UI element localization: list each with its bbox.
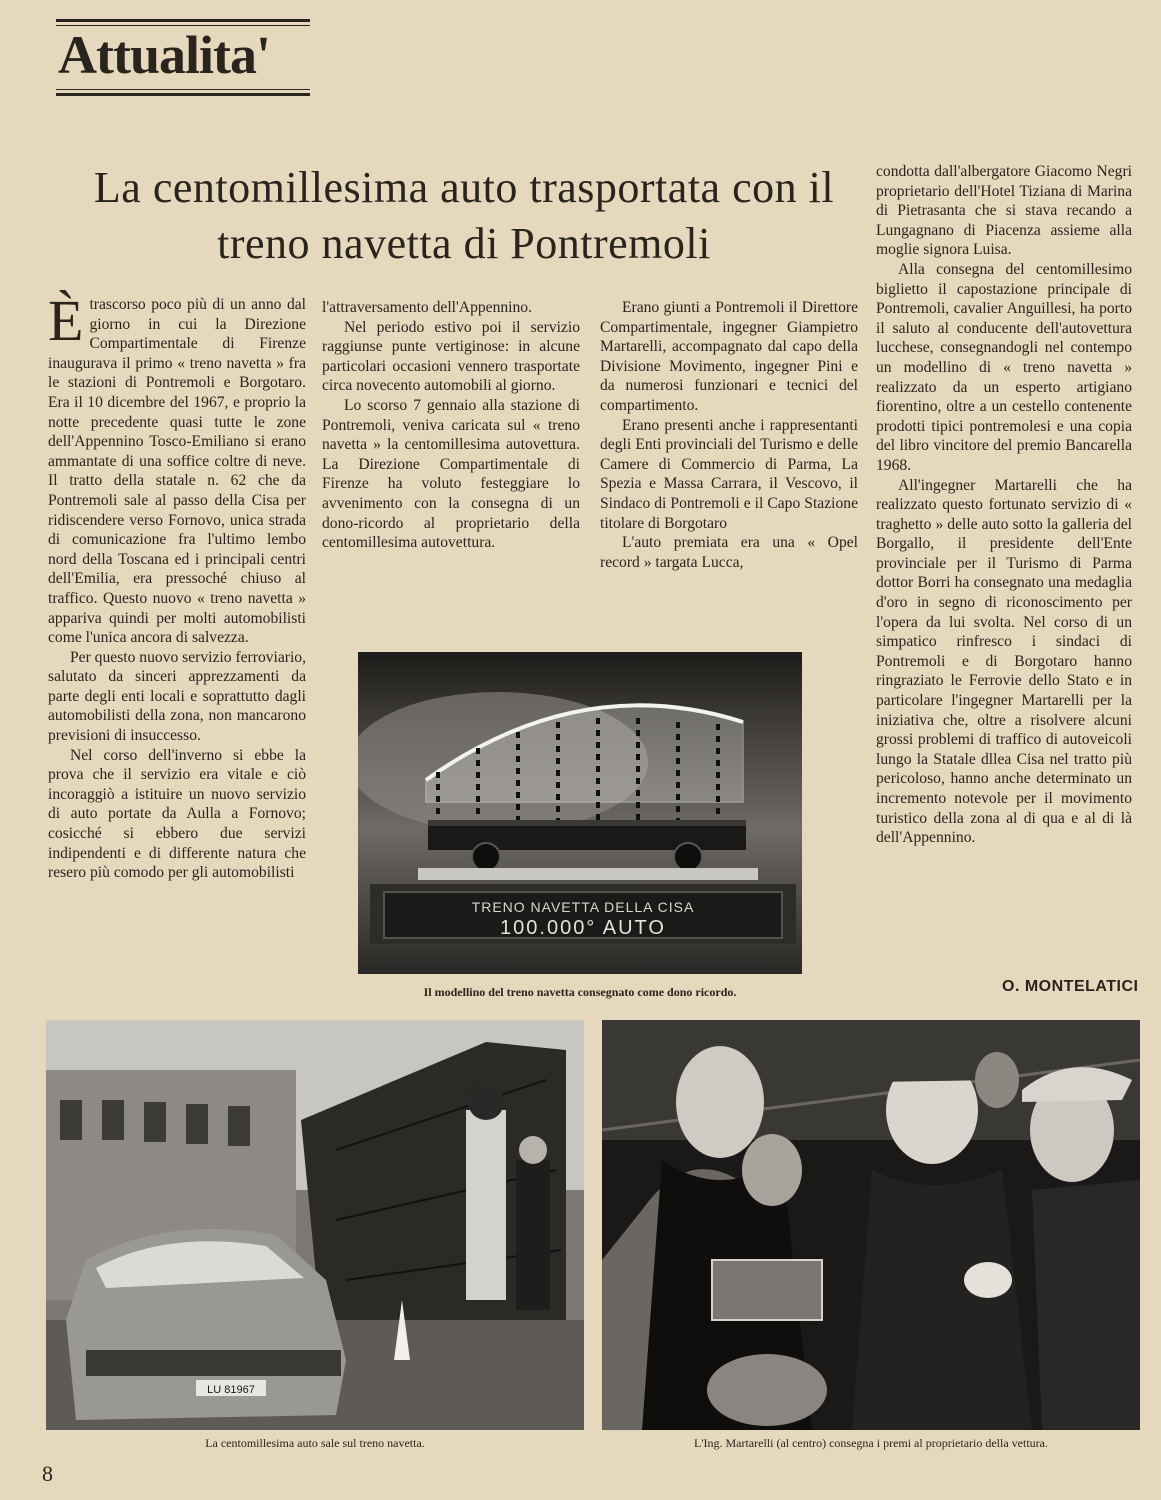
article-column-2 — [322, 298, 580, 553]
paragraph: All'ingegner Martarelli che ha realizzato questo fortunato servizio di « traghetto » delle auto sotto la galleria del Borgallo, il presidente dell'Ente provinciale per il Turismo di Parma dottor Borri ha consegnato una medaglia d'oro in segno di riconoscimento per l'opera da lui svolta. Nel corso di un simpatico rinfresco i sindaci di Pontremoli e di Borgotaro hanno ringraziato le Ferrovie dello Stato e in particolare l'ingegner Martarelli per la iniziativa che, oltre a risolvere alcuni grossi problemi di traffico di autoveicoli lungo la Statale dllea Cisa nel tratto più pericoloso, hanno anche determinato un incremento notevole per il movimento turistico della zona al di qua e al di là dell'Appennino. — [876, 476, 1132, 847]
caption-model-train: Il modellino del treno navetta consegnato come dono ricordo. — [423, 985, 737, 999]
paragraph: trascorso poco più di un anno dal giorno in cui la Direzione Compartimentale di Firenze inaugurava il primo « treno navetta » fra le stazioni di Pontremoli e Borgotaro. Era il 10 dicembre del 1967, e proprio la notte precedente quasi tutte le zone dell'Appennino Tosco-Emiliano si erano ammantate di una soffice coltre di neve. Il tratto della statale n. 62 che da Pontremoli sale al passo della Cisa per ridiscendere verso Fornovo, unica strada di comunicazione fra l'ultimo lembo nord della Toscana ed i principali centri dell'Emilia, era pressoché chiuso al traffico. Questo nuovo « treno navetta » appariva quindi per molti automobilisti come l'unica ancora di salvezza. — [48, 296, 306, 647]
article-headline: La centomillesima auto trasportata con il treno navetta di Pontremoli — [93, 163, 835, 268]
paragraph: Erano presenti anche i rappresentanti degli Enti provinciali del Turismo e delle Camere di Commercio di Parma, La Spezia e Massa Carrara, il Vescovo, il Sindaco di Pontremoli e il Capo Stazione titolare di Borgotaro — [600, 416, 858, 532]
model-sign-line-1: TRENO NAVETTA DELLA CISA — [471, 899, 695, 915]
model-train-image — [358, 652, 802, 974]
paragraph: l'attraversamento dell'Appennino. — [322, 299, 533, 316]
article-column-4 — [876, 162, 1132, 848]
ceremony-image — [602, 1020, 1140, 1430]
photo-ceremony — [602, 1020, 1140, 1430]
paragraph: Erano giunti a Pontremoli il Direttore Compartimentale, ingegner Giampietro Martarelli, accompagnato dal capo della Divisione Movimento, ingegner Pini e da numerosi funzionari e tecnici del compartimento. — [600, 299, 858, 414]
photo-model-train — [358, 652, 802, 974]
paragraph: Lo scorso 7 gennaio alla stazione di Pontremoli, veniva caricata sul « treno navetta » la centomillesima autovettura. La Direzione Compartimentale di Firenze ha voluto festeggiare lo avvenimento con la consegna di un dono-ricordo al proprietario della centomillesima autovettura. — [322, 396, 580, 552]
photo-car-boarding — [46, 1020, 584, 1430]
article-column-3 — [600, 298, 858, 572]
caption-car-boarding: La centomillesima auto sale sul treno navetta. — [205, 1436, 425, 1450]
car-boarding-image — [46, 1020, 584, 1430]
license-plate: LU 81967 — [207, 1384, 255, 1396]
author-byline: O. MONTELATICI — [1002, 978, 1139, 995]
article-column-1 — [48, 288, 307, 883]
page-number: 8 — [42, 1461, 53, 1486]
paragraph: Per questo nuovo servizio ferroviario, salutato da sinceri apprezzamenti da parte degli enti locali e soprattutto dagli automobilisti della zona, non mancarono previsioni di insuccesso. — [48, 648, 307, 745]
masthead-rule-bottom-thin — [56, 89, 310, 90]
paragraph: Alla consegna del centomillesimo biglietto il capostazione principale di Pontremoli, cavalier Anguillesi, ha porto il saluto al conducente dell'autovettura lucchese, consegnandogli nel contempo un modellino di « treno navetta » realizzato da un esperto artigiano fiorentino, oltre a un cestello contenente prodotti tipici pontremolesi e una copia del libro vincitore del premio Bancarella 1968. — [876, 260, 1132, 474]
drop-cap: È — [48, 288, 84, 353]
masthead-rule-top — [56, 19, 310, 22]
section-title: Attualita' — [58, 25, 270, 85]
caption-ceremony: L'Ing. Martarelli (al centro) consegna i premi al proprietario della vettura. — [693, 1436, 1048, 1450]
paragraph: Nel corso dell'inverno si ebbe la prova che il servizio era vitale e ciò incoraggiò a istituire un nuovo servizio di auto portate da Aulla a Fornovo; cosicché si ebbero due servizi indipendenti e di differente natura che resero più comodo per gli automobilisti — [48, 746, 306, 882]
paragraph: Nel periodo estivo poi il servizio raggiunse punte vertiginose: in alcune particolari occasioni vennero trasportate circa novecento automobili al giorno. — [322, 318, 580, 395]
model-sign-line-2: 100.000° AUTO — [500, 917, 666, 939]
paragraph: L'auto premiata era una « Opel record » targata Lucca, — [600, 534, 858, 571]
masthead-rule-bottom — [56, 93, 310, 96]
paragraph: condotta dall'albergatore Giacomo Negri proprietario dell'Hotel Tiziana di Marina di Pietrasanta che si stava recando a Lungagnano di Piacenza assieme alla moglie signora Luisa. — [876, 163, 1132, 259]
